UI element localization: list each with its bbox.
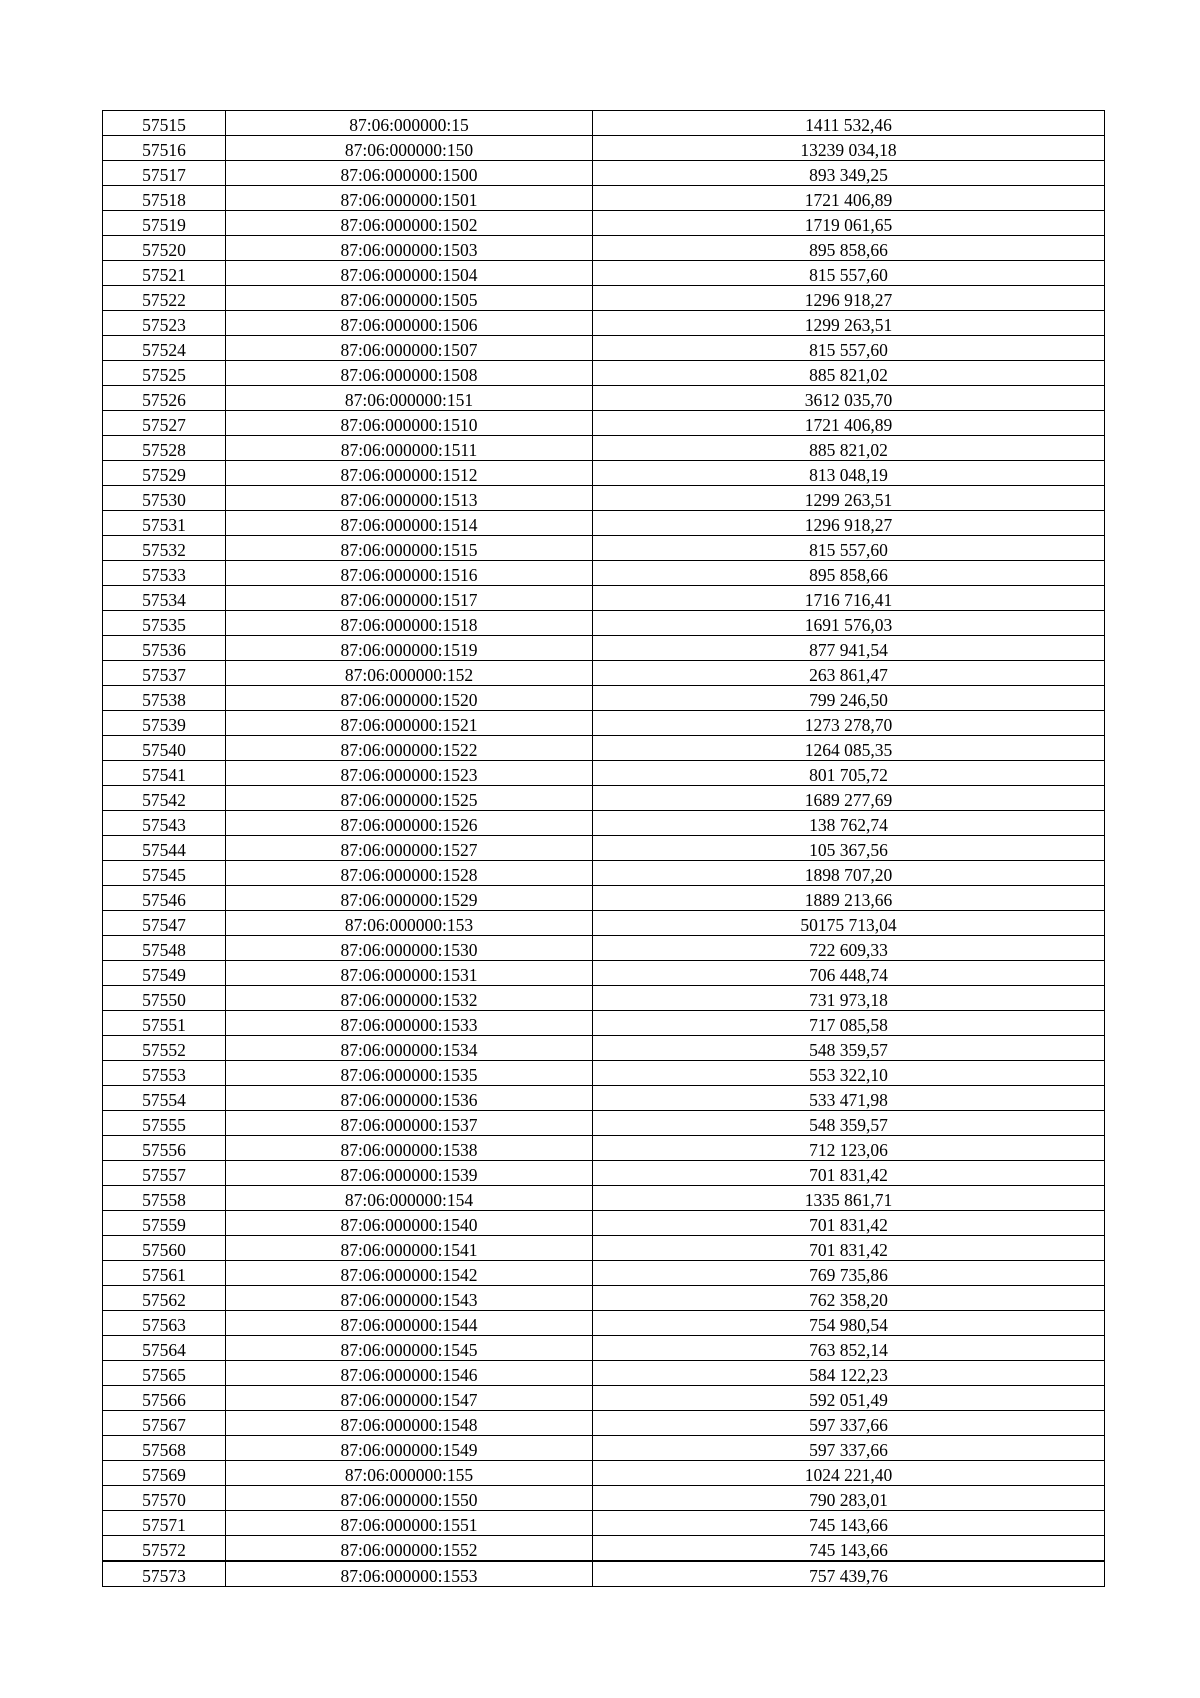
row-number-cell: 57563	[103, 1311, 226, 1336]
value-cell: 769 735,86	[593, 1261, 1105, 1286]
row-number-cell: 57538	[103, 686, 226, 711]
row-number-cell: 57567	[103, 1411, 226, 1436]
value-cell: 701 831,42	[593, 1161, 1105, 1186]
cadastral-number-cell: 87:06:000000:1550	[226, 1486, 593, 1511]
table-row	[103, 1161, 1105, 1186]
table-row	[103, 236, 1105, 261]
row-number-cell: 57524	[103, 336, 226, 361]
value-cell: 584 122,23	[593, 1361, 1105, 1386]
row-number-cell: 57566	[103, 1386, 226, 1411]
cadastral-number-cell: 87:06:000000:1536	[226, 1086, 593, 1111]
value-cell: 717 085,58	[593, 1011, 1105, 1036]
cadastral-number-cell: 87:06:000000:153	[226, 911, 593, 936]
value-cell: 553 322,10	[593, 1061, 1105, 1086]
table-row	[103, 361, 1105, 386]
row-number-cell: 57519	[103, 211, 226, 236]
cadastral-number-cell: 87:06:000000:1531	[226, 961, 593, 986]
row-number-cell: 57544	[103, 836, 226, 861]
value-cell: 813 048,19	[593, 461, 1105, 486]
table-row	[103, 511, 1105, 536]
cadastral-number-cell: 87:06:000000:1518	[226, 611, 593, 636]
cadastral-number-cell: 87:06:000000:1551	[226, 1511, 593, 1536]
table-row	[103, 561, 1105, 586]
table-row	[103, 436, 1105, 461]
row-number-cell: 57539	[103, 711, 226, 736]
value-cell: 895 858,66	[593, 236, 1105, 261]
value-cell: 1335 861,71	[593, 1186, 1105, 1211]
table-row	[103, 1286, 1105, 1311]
value-cell: 762 358,20	[593, 1286, 1105, 1311]
value-cell: 885 821,02	[593, 436, 1105, 461]
cadastral-number-cell: 87:06:000000:1525	[226, 786, 593, 811]
value-cell: 706 448,74	[593, 961, 1105, 986]
row-number-cell: 57557	[103, 1161, 226, 1186]
row-number-cell: 57553	[103, 1061, 226, 1086]
table-row	[103, 1336, 1105, 1361]
cadastral-number-cell: 87:06:000000:1528	[226, 861, 593, 886]
table-row	[103, 1561, 1105, 1587]
table-row	[103, 1211, 1105, 1236]
table-row	[103, 1086, 1105, 1111]
table-row	[103, 186, 1105, 211]
cadastral-number-cell: 87:06:000000:1523	[226, 761, 593, 786]
row-number-cell: 57517	[103, 161, 226, 186]
row-number-cell: 57531	[103, 511, 226, 536]
cadastral-number-cell: 87:06:000000:1534	[226, 1036, 593, 1061]
cadastral-number-cell: 87:06:000000:152	[226, 661, 593, 686]
table-row	[103, 536, 1105, 561]
row-number-cell: 57522	[103, 286, 226, 311]
value-cell: 1691 576,03	[593, 611, 1105, 636]
cadastral-number-cell: 87:06:000000:1520	[226, 686, 593, 711]
table-row	[103, 811, 1105, 836]
value-cell: 731 973,18	[593, 986, 1105, 1011]
table-row	[103, 336, 1105, 361]
row-number-cell: 57546	[103, 886, 226, 911]
cadastral-number-cell: 87:06:000000:1508	[226, 361, 593, 386]
value-cell: 745 143,66	[593, 1536, 1105, 1562]
cadastral-number-cell: 87:06:000000:150	[226, 136, 593, 161]
table-row	[103, 1111, 1105, 1136]
value-cell: 3612 035,70	[593, 386, 1105, 411]
row-number-cell: 57525	[103, 361, 226, 386]
row-number-cell: 57572	[103, 1536, 226, 1562]
cadastral-number-cell: 87:06:000000:1535	[226, 1061, 593, 1086]
value-cell: 1273 278,70	[593, 711, 1105, 736]
value-cell: 50175 713,04	[593, 911, 1105, 936]
table-row	[103, 1036, 1105, 1061]
row-number-cell: 57545	[103, 861, 226, 886]
table-row	[103, 211, 1105, 236]
table-body	[103, 111, 1105, 1587]
cadastral-number-cell: 87:06:000000:1547	[226, 1386, 593, 1411]
table-row	[103, 311, 1105, 336]
row-number-cell: 57543	[103, 811, 226, 836]
row-number-cell: 57527	[103, 411, 226, 436]
value-cell: 745 143,66	[593, 1511, 1105, 1536]
table-row	[103, 1311, 1105, 1336]
table-row	[103, 1536, 1105, 1562]
table-row	[103, 1461, 1105, 1486]
row-number-cell: 57548	[103, 936, 226, 961]
row-number-cell: 57555	[103, 1111, 226, 1136]
value-cell: 1024 221,40	[593, 1461, 1105, 1486]
value-cell: 13239 034,18	[593, 136, 1105, 161]
row-number-cell: 57569	[103, 1461, 226, 1486]
value-cell: 1898 707,20	[593, 861, 1105, 886]
table-row	[103, 736, 1105, 761]
row-number-cell: 57570	[103, 1486, 226, 1511]
value-cell: 592 051,49	[593, 1386, 1105, 1411]
row-number-cell: 57533	[103, 561, 226, 586]
cadastral-number-cell: 87:06:000000:1510	[226, 411, 593, 436]
value-cell: 754 980,54	[593, 1311, 1105, 1336]
cadastral-number-cell: 87:06:000000:1503	[226, 236, 593, 261]
value-cell: 597 337,66	[593, 1436, 1105, 1461]
row-number-cell: 57541	[103, 761, 226, 786]
value-cell: 895 858,66	[593, 561, 1105, 586]
cadastral-number-cell: 87:06:000000:151	[226, 386, 593, 411]
cadastral-number-cell: 87:06:000000:1505	[226, 286, 593, 311]
value-cell: 1689 277,69	[593, 786, 1105, 811]
row-number-cell: 57559	[103, 1211, 226, 1236]
value-cell: 1296 918,27	[593, 511, 1105, 536]
value-cell: 1719 061,65	[593, 211, 1105, 236]
value-cell: 801 705,72	[593, 761, 1105, 786]
row-number-cell: 57550	[103, 986, 226, 1011]
cadastral-number-cell: 87:06:000000:154	[226, 1186, 593, 1211]
cadastral-number-cell: 87:06:000000:1506	[226, 311, 593, 336]
cadastral-number-cell: 87:06:000000:1537	[226, 1111, 593, 1136]
value-cell: 722 609,33	[593, 936, 1105, 961]
table-row	[103, 1486, 1105, 1511]
row-number-cell: 57556	[103, 1136, 226, 1161]
table-row	[103, 886, 1105, 911]
value-cell: 533 471,98	[593, 1086, 1105, 1111]
value-cell: 1296 918,27	[593, 286, 1105, 311]
table-row	[103, 1386, 1105, 1411]
row-number-cell: 57552	[103, 1036, 226, 1061]
row-number-cell: 57521	[103, 261, 226, 286]
row-number-cell: 57537	[103, 661, 226, 686]
cadastral-number-cell: 87:06:000000:1501	[226, 186, 593, 211]
table-row	[103, 786, 1105, 811]
cadastral-number-cell: 87:06:000000:1546	[226, 1361, 593, 1386]
table-row	[103, 861, 1105, 886]
value-cell: 701 831,42	[593, 1236, 1105, 1261]
table-row	[103, 461, 1105, 486]
table-row	[103, 1261, 1105, 1286]
table-row	[103, 661, 1105, 686]
cadastral-number-cell: 87:06:000000:1530	[226, 936, 593, 961]
table-row	[103, 261, 1105, 286]
cadastral-number-cell: 87:06:000000:1512	[226, 461, 593, 486]
row-number-cell: 57518	[103, 186, 226, 211]
row-number-cell: 57549	[103, 961, 226, 986]
value-cell: 885 821,02	[593, 361, 1105, 386]
cadastral-number-cell: 87:06:000000:155	[226, 1461, 593, 1486]
cadastral-number-cell: 87:06:000000:15	[226, 111, 593, 136]
value-cell: 1716 716,41	[593, 586, 1105, 611]
value-cell: 1299 263,51	[593, 486, 1105, 511]
value-cell: 1889 213,66	[593, 886, 1105, 911]
value-cell: 815 557,60	[593, 536, 1105, 561]
row-number-cell: 57540	[103, 736, 226, 761]
value-cell: 548 359,57	[593, 1036, 1105, 1061]
table-row	[103, 961, 1105, 986]
table-row	[103, 686, 1105, 711]
value-cell: 597 337,66	[593, 1411, 1105, 1436]
row-number-cell: 57558	[103, 1186, 226, 1211]
value-cell: 757 439,76	[593, 1561, 1105, 1587]
cadastral-number-cell: 87:06:000000:1526	[226, 811, 593, 836]
cadastral-number-cell: 87:06:000000:1513	[226, 486, 593, 511]
table-row	[103, 1511, 1105, 1536]
row-number-cell: 57560	[103, 1236, 226, 1261]
row-number-cell: 57573	[103, 1561, 226, 1587]
table-row	[103, 486, 1105, 511]
table-row	[103, 286, 1105, 311]
row-number-cell: 57571	[103, 1511, 226, 1536]
table-row	[103, 986, 1105, 1011]
table-row	[103, 936, 1105, 961]
table-row	[103, 1411, 1105, 1436]
table-row	[103, 1061, 1105, 1086]
value-cell: 701 831,42	[593, 1211, 1105, 1236]
row-number-cell: 57554	[103, 1086, 226, 1111]
cadastral-number-cell: 87:06:000000:1522	[226, 736, 593, 761]
row-number-cell: 57516	[103, 136, 226, 161]
row-number-cell: 57561	[103, 1261, 226, 1286]
cadastral-number-cell: 87:06:000000:1519	[226, 636, 593, 661]
cadastral-number-cell: 87:06:000000:1511	[226, 436, 593, 461]
table-row	[103, 1361, 1105, 1386]
table-row	[103, 161, 1105, 186]
cadastral-number-cell: 87:06:000000:1553	[226, 1561, 593, 1587]
value-cell: 1264 085,35	[593, 736, 1105, 761]
row-number-cell: 57542	[103, 786, 226, 811]
table-row	[103, 711, 1105, 736]
value-cell: 1721 406,89	[593, 186, 1105, 211]
cadastral-number-cell: 87:06:000000:1504	[226, 261, 593, 286]
row-number-cell: 57568	[103, 1436, 226, 1461]
cadastral-number-cell: 87:06:000000:1516	[226, 561, 593, 586]
table-row	[103, 111, 1105, 136]
value-cell: 815 557,60	[593, 336, 1105, 361]
cadastral-number-cell: 87:06:000000:1540	[226, 1211, 593, 1236]
cadastral-number-cell: 87:06:000000:1507	[226, 336, 593, 361]
cadastral-number-cell: 87:06:000000:1543	[226, 1286, 593, 1311]
row-number-cell: 57535	[103, 611, 226, 636]
cadastral-number-cell: 87:06:000000:1541	[226, 1236, 593, 1261]
cadastral-number-cell: 87:06:000000:1552	[226, 1536, 593, 1562]
cadastral-number-cell: 87:06:000000:1514	[226, 511, 593, 536]
row-number-cell: 57515	[103, 111, 226, 136]
value-cell: 138 762,74	[593, 811, 1105, 836]
table-row	[103, 836, 1105, 861]
document-page	[102, 110, 1104, 1587]
cadastral-number-cell: 87:06:000000:1502	[226, 211, 593, 236]
row-number-cell: 57526	[103, 386, 226, 411]
cadastral-number-cell: 87:06:000000:1533	[226, 1011, 593, 1036]
cadastral-number-cell: 87:06:000000:1549	[226, 1436, 593, 1461]
row-number-cell: 57528	[103, 436, 226, 461]
cadastral-number-cell: 87:06:000000:1532	[226, 986, 593, 1011]
value-cell: 1721 406,89	[593, 411, 1105, 436]
value-cell: 548 359,57	[593, 1111, 1105, 1136]
row-number-cell: 57536	[103, 636, 226, 661]
value-cell: 263 861,47	[593, 661, 1105, 686]
cadastral-number-cell: 87:06:000000:1544	[226, 1311, 593, 1336]
table-row	[103, 586, 1105, 611]
cadastral-number-cell: 87:06:000000:1521	[226, 711, 593, 736]
row-number-cell: 57551	[103, 1011, 226, 1036]
row-number-cell: 57530	[103, 486, 226, 511]
row-number-cell: 57564	[103, 1336, 226, 1361]
table-row	[103, 136, 1105, 161]
cadastral-number-cell: 87:06:000000:1545	[226, 1336, 593, 1361]
value-cell: 799 246,50	[593, 686, 1105, 711]
cadastral-number-cell: 87:06:000000:1539	[226, 1161, 593, 1186]
row-number-cell: 57562	[103, 1286, 226, 1311]
row-number-cell: 57532	[103, 536, 226, 561]
row-number-cell: 57534	[103, 586, 226, 611]
cadastral-number-cell: 87:06:000000:1529	[226, 886, 593, 911]
cadastral-number-cell: 87:06:000000:1517	[226, 586, 593, 611]
value-cell: 763 852,14	[593, 1336, 1105, 1361]
table-row	[103, 1011, 1105, 1036]
table-row	[103, 1236, 1105, 1261]
row-number-cell: 57520	[103, 236, 226, 261]
row-number-cell: 57565	[103, 1361, 226, 1386]
table-row	[103, 1136, 1105, 1161]
value-cell: 790 283,01	[593, 1486, 1105, 1511]
table-row	[103, 761, 1105, 786]
row-number-cell: 57547	[103, 911, 226, 936]
cadastral-number-cell: 87:06:000000:1515	[226, 536, 593, 561]
table-row	[103, 611, 1105, 636]
cadastral-value-table	[102, 110, 1105, 1587]
table-row	[103, 411, 1105, 436]
value-cell: 877 941,54	[593, 636, 1105, 661]
table-row	[103, 911, 1105, 936]
table-row	[103, 1186, 1105, 1211]
cadastral-number-cell: 87:06:000000:1542	[226, 1261, 593, 1286]
cadastral-number-cell: 87:06:000000:1538	[226, 1136, 593, 1161]
value-cell: 1411 532,46	[593, 111, 1105, 136]
table-row	[103, 636, 1105, 661]
value-cell: 105 367,56	[593, 836, 1105, 861]
row-number-cell: 57523	[103, 311, 226, 336]
cadastral-number-cell: 87:06:000000:1527	[226, 836, 593, 861]
value-cell: 893 349,25	[593, 161, 1105, 186]
value-cell: 1299 263,51	[593, 311, 1105, 336]
value-cell: 712 123,06	[593, 1136, 1105, 1161]
cadastral-number-cell: 87:06:000000:1500	[226, 161, 593, 186]
table-row	[103, 386, 1105, 411]
row-number-cell: 57529	[103, 461, 226, 486]
table-row	[103, 1436, 1105, 1461]
cadastral-number-cell: 87:06:000000:1548	[226, 1411, 593, 1436]
value-cell: 815 557,60	[593, 261, 1105, 286]
